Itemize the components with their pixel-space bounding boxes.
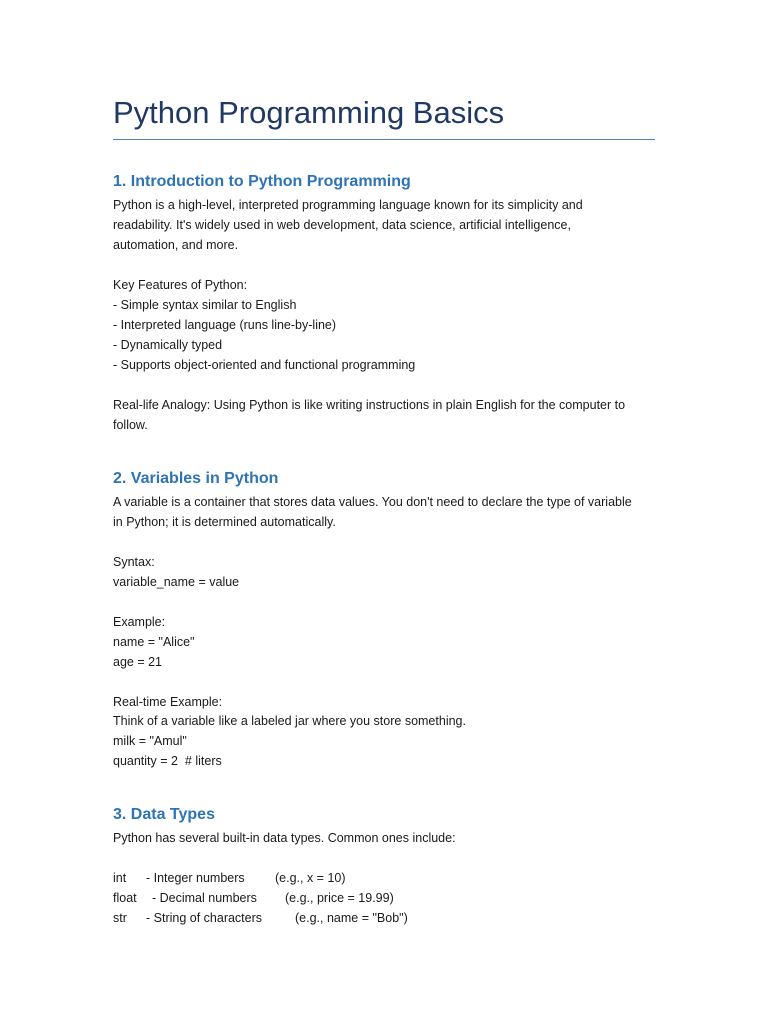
analogy-line: Real-life Analogy: Using Python is like writing instructions in plain English for the computer to	[113, 398, 626, 412]
section-3-intro: Python has several built-in data types. Common ones include:	[113, 831, 456, 845]
example-code: name = "Alice"	[113, 635, 195, 649]
syntax-label: Syntax:	[113, 555, 155, 569]
features-heading: Key Features of Python:	[113, 278, 248, 292]
section-2-paragraph-line: in Python; it is determined automatically.	[113, 515, 336, 529]
document-title: Python Programming Basics	[113, 95, 505, 130]
example-code: age = 21	[113, 655, 163, 669]
section-1-paragraph-line: readability. It's widely used in web development, data science, artificial intelligence,	[113, 218, 571, 232]
section-3-heading: 3. Data Types	[113, 806, 215, 823]
realtime-code: quantity = 2 # liters	[113, 754, 222, 768]
section-2-paragraph-line: A variable is a container that stores data values. You don't need to declare the type of variable	[113, 495, 632, 509]
realtime-text: Think of a variable like a labeled jar where you store something.	[113, 714, 466, 728]
data-type-desc: - Integer numbers	[146, 871, 245, 885]
data-type-row	[113, 909, 408, 999]
section-1-paragraph-line: automation, and more.	[113, 238, 239, 252]
analogy-line: follow.	[113, 418, 148, 432]
example-label: Example:	[113, 615, 166, 629]
data-type-example: (e.g., price = 19.99)	[285, 891, 394, 905]
section-1-paragraph-line: Python is a high-level, interpreted programming language known for its simplicity and	[113, 198, 583, 212]
data-type-name: float	[113, 891, 137, 905]
realtime-code: milk = "Amul"	[113, 734, 187, 748]
data-type-name: str	[113, 911, 127, 925]
feature-item: - Interpreted language (runs line-by-line)	[113, 318, 337, 332]
data-type-desc: - String of characters	[146, 911, 263, 925]
data-type-name: int	[113, 871, 127, 885]
feature-item: - Supports object-oriented and functional programming	[113, 358, 416, 372]
section-1-heading: 1. Introduction to Python Programming	[113, 173, 411, 190]
section-2-heading: 2. Variables in Python	[113, 470, 279, 487]
data-type-example: (e.g., name = "Bob")	[295, 911, 408, 925]
feature-item: - Simple syntax similar to English	[113, 298, 297, 312]
data-type-example: (e.g., x = 10)	[275, 871, 346, 885]
syntax-code: variable_name = value	[113, 575, 240, 589]
realtime-label: Real-time Example:	[113, 695, 223, 709]
feature-item: - Dynamically typed	[113, 338, 223, 352]
title-divider	[113, 139, 655, 140]
data-type-desc: - Decimal numbers	[152, 891, 257, 905]
